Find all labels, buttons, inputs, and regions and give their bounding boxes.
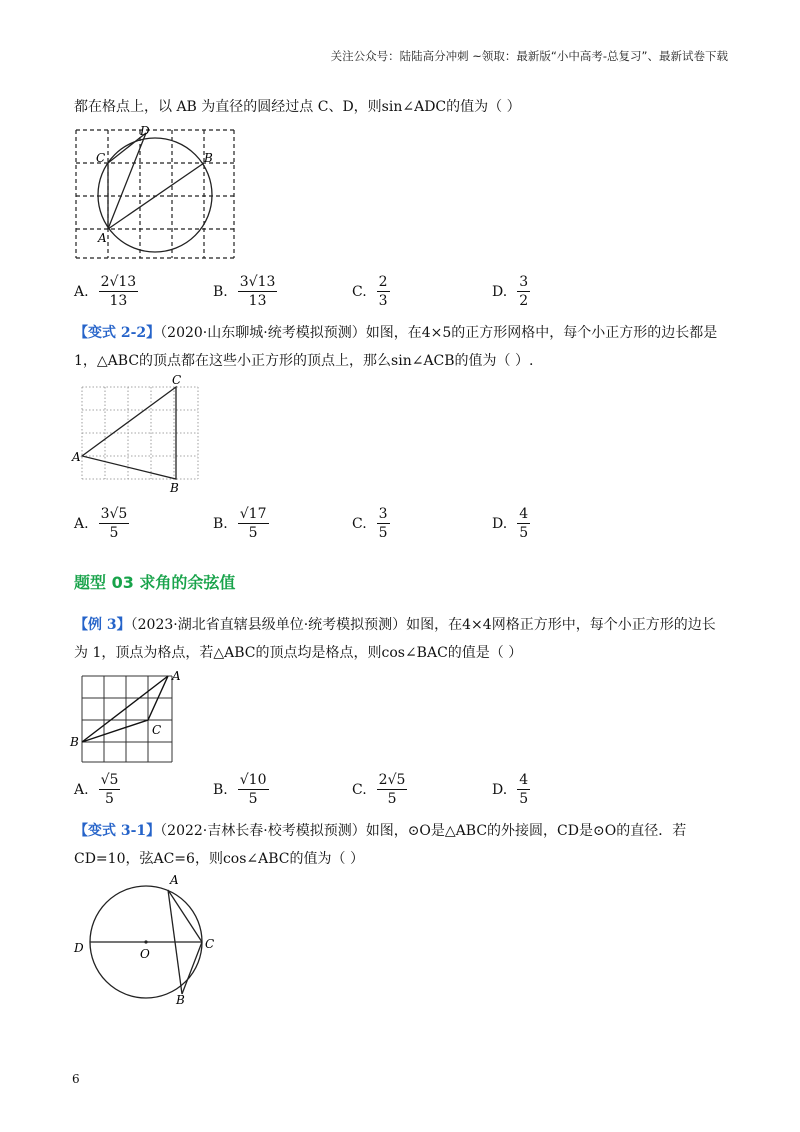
question-3-1-line2: CD=10，弦AC=6，则cos∠ABC的值为（ ）: [74, 851, 364, 867]
fig4-label-o: O: [140, 947, 150, 961]
question-3-1-line1: 【变式 3-1】（2022·吉林长春·校考模拟预测）如图，⊙O是△ABC的外接圆，CD是⊙O的直径．若: [74, 823, 687, 839]
fig4-label-d: D: [74, 941, 84, 955]
figure-grid-triangle-3: [68, 666, 188, 766]
fig2-label-b: B: [170, 481, 179, 494]
page-header: 关注公众号：陆陆高分冲刺 ~领取：最新版“小中高考-总复习”、最新试卷下载: [330, 49, 728, 63]
fraction: $\frac{2}{3}$: [378, 274, 388, 310]
fraction: $\frac{3}{5}$: [378, 506, 388, 542]
fig4-label-a: A: [170, 873, 179, 887]
fig4-label-c: C: [205, 937, 215, 951]
choice-b-3[interactable]: B. $\frac{√10}{5}$: [213, 772, 267, 808]
choice-d-3[interactable]: D. $\frac{4}{5}$: [492, 772, 529, 808]
choice-a-2-2[interactable]: A. $\frac{3√5}{5}$: [74, 506, 128, 542]
choice-d-prev[interactable]: D. $\frac{3}{2}$: [492, 274, 529, 310]
question-tag: 【变式 2-2】: [74, 325, 161, 341]
choice-d-2-2[interactable]: D. $\frac{4}{5}$: [492, 506, 529, 542]
fig4-label-b: B: [176, 993, 185, 1007]
section-title: 题型 03 求角的余弦值: [74, 573, 236, 592]
fig2-label-c: C: [172, 373, 182, 387]
question-2-2-line1: 【变式 2-2】（2020·山东聊城·统考模拟预测）如图，在4×5的正方形网格中，每个小正方形的边长都是: [74, 325, 718, 341]
choice-a-prev[interactable]: A. $\frac{2√13}{13}$: [74, 274, 137, 310]
fig2-label-a: A: [72, 450, 81, 464]
figure-circle-grid: [74, 124, 239, 260]
choice-c-2-2[interactable]: C. $\frac{3}{5}$: [352, 506, 388, 542]
fig1-label-d: D: [140, 124, 150, 138]
choice-b-2-2[interactable]: B. $\frac{√17}{5}$: [213, 506, 267, 542]
fraction: $\frac{√5}{5}$: [100, 772, 119, 808]
choice-c-3[interactable]: C. $\frac{2√5}{5}$: [352, 772, 406, 808]
fig1-label-a: A: [98, 231, 107, 245]
fig1-label-c: C: [96, 151, 106, 165]
fraction: $\frac{4}{5}$: [519, 772, 529, 808]
question-tag: 【例 3】: [74, 617, 131, 633]
choice-b-prev[interactable]: B. $\frac{3√13}{13}$: [213, 274, 276, 310]
fraction: $\frac{3√13}{13}$: [239, 274, 276, 310]
fig3-label-a: A: [172, 669, 181, 683]
fraction: $\frac{3}{2}$: [519, 274, 529, 310]
question-2-2-line2: 1，△ABC的顶点都在这些小正方形的顶点上，那么sin∠ACB的值为（ ）.: [74, 353, 534, 369]
figure-circumcircle: [70, 870, 230, 1010]
fig3-label-c: C: [152, 723, 162, 737]
figure-grid-triangle-2-2: [68, 372, 208, 494]
fraction: $\frac{4}{5}$: [519, 506, 529, 542]
question-tag: 【变式 3-1】: [74, 823, 161, 839]
fraction: $\frac{√10}{5}$: [239, 772, 267, 808]
choice-a-3[interactable]: A. $\frac{√5}{5}$: [74, 772, 119, 808]
fig3-label-b: B: [70, 735, 79, 749]
fraction: $\frac{2√13}{13}$: [100, 274, 137, 310]
question-stem-prev: 都在格点上，以 AB 为直径的圆经过点 C、D，则sin∠ADC的值为（ ）: [74, 99, 521, 115]
page-number: 6: [72, 1072, 80, 1086]
fraction: $\frac{3√5}{5}$: [100, 506, 128, 542]
example-3-line2: 为 1，顶点为格点，若△ABC的顶点均是格点，则cos∠BAC的值是（ ）: [74, 645, 523, 661]
example-3-line1: 【例 3】（2023·湖北省直辖县级单位·统考模拟预测）如图，在4×4网格正方形中，每个小正方形的边长: [74, 617, 716, 633]
choice-c-prev[interactable]: C. $\frac{2}{3}$: [352, 274, 388, 310]
fraction: $\frac{√17}{5}$: [239, 506, 267, 542]
fraction: $\frac{2√5}{5}$: [378, 772, 406, 808]
fig1-label-b: B: [204, 151, 213, 165]
